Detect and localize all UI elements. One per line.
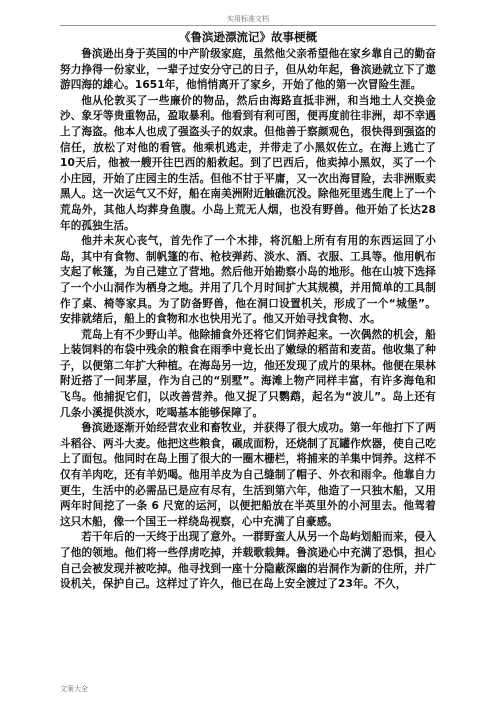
document-body [60,30,436,593]
page-footer: 文案大全 [60,685,88,693]
paragraph: 若干年后的一天终于出现了意外。一群野蛮人从另一个岛屿划船而来，侵入了他的领地。他们将一些俘虏吃掉，并载歌载舞。鲁滨逊心中充满了恐惧，担心自己会被发现并被吃掉。他寻找到一座十分隐蔽深幽的岩洞作为新的住所，并广设机关，保护自己。这样过了许久，他已在岛上安全渡过了23年。不久， [60,531,436,591]
page-header: 实用标准文档 [227,15,269,23]
paragraph: 他从伦敦买了一些廉价的物品，然后由海路直抵非洲，和当地土人交换金沙、象牙等贵重物品，盈取暴利。他看到有利可图，便再度前往非洲，却不幸遇上了海盗。他本人也成了强盗头子的奴隶。但他善于察颜观色，很快得到强盗的信任，放松了对他的看管。他乘机逃走，并带走了小黑奴佐立。在海上逃亡了10天后，他被一艘开往巴西的船救起。到了巴西后，他卖掉小黑奴，买了一个小庄园，开始了庄园主的生活。但他不甘于平庸，又一次出海冒险，去非洲贩卖黑人。这一次运气又不好，船在南美洲附近触礁沉没。除他死里逃生爬上了一个荒岛外，其他人均葬身鱼腹。小岛上荒无人烟，也没有野兽。他开始了长达28年的孤独生活。 [60,94,436,232]
paragraph: 鲁滨逊逐渐开始经营农业和畜牧业，并获得了很大成功。第一年他打下了两斗稻谷、两斗大麦。他把这些粮食，碾成面粉，还烧制了瓦罐作炊器，使自己吃上了面包。他同时在岛上围了很大的一圈木栅栏，将捕来的羊集中饲养。这样不仅有羊肉吃，还有羊奶喝。他用羊皮为自己缝制了帽子、外衣和雨伞。他靠自力更生，生活中的必需品已是应有尽有，生活到第六年，他造了一只独木船，又用两年时间挖了一条 6 尺宽的运河，以便把船放在半英里外的小河里去。他驾着这只木船，像一个国王一样绕岛视察，心中充满了自豪感。 [60,422,436,528]
document-title: 《鲁滨逊漂流记》故事梗概 [179,30,317,44]
paragraph: 荒岛上有不少野山羊。他除捕食外还将它们饲养起来。一次偶然的机会，船上装饲料的布袋中残余的粮食在雨季中竟长出了嫩绿的稻苗和麦苗。他收集了种子，以便第二年扩大种植。在海岛另一边，他还发现了成片的果林。他便在果林附近搭了一间茅屋，作为自己的“别墅”。海滩上物产同样丰富，有许多海龟和飞鸟。他捕捉它们，以改善营养。他又捉了只鹦鹉，起名为“波儿”。岛上还有几条小溪提供淡水，吃喝基本能够保障了。 [60,328,436,419]
paragraph: 鲁滨逊出身于英国的中产阶级家庭，虽然他父亲希望他在家乡靠自己的勤奋努力挣得一份家业，一辈子过安分守己的日子，但从幼年起，鲁滨逊就立下了遨游四海的雄心。1651年，他悄悄离开了家乡，开始了他的第一次冒险生涯。 [60,48,436,92]
paragraph: 他并未灰心丧气，首先作了一个木排，将沉船上所有有用的东西运回了小岛，其中有食物、制帆篷的布、枪枝弹药、淡水、酒、衣服、工具等。他用帆布支起了帐篷，为自己建立了营地。然后他开始勘察小岛的地形。他在山坡下选择了一个小山洞作为栖身之地。并用了几个月时间扩大其规模，并用简单的工具制作了桌、椅等家具。为了防备野兽，他在洞口设置机关，形成了一个“城堡”。安排就绪后，船上的食物和水也快用光了。他又开始寻找食物、水。 [60,235,436,326]
header-divider [60,25,436,26]
